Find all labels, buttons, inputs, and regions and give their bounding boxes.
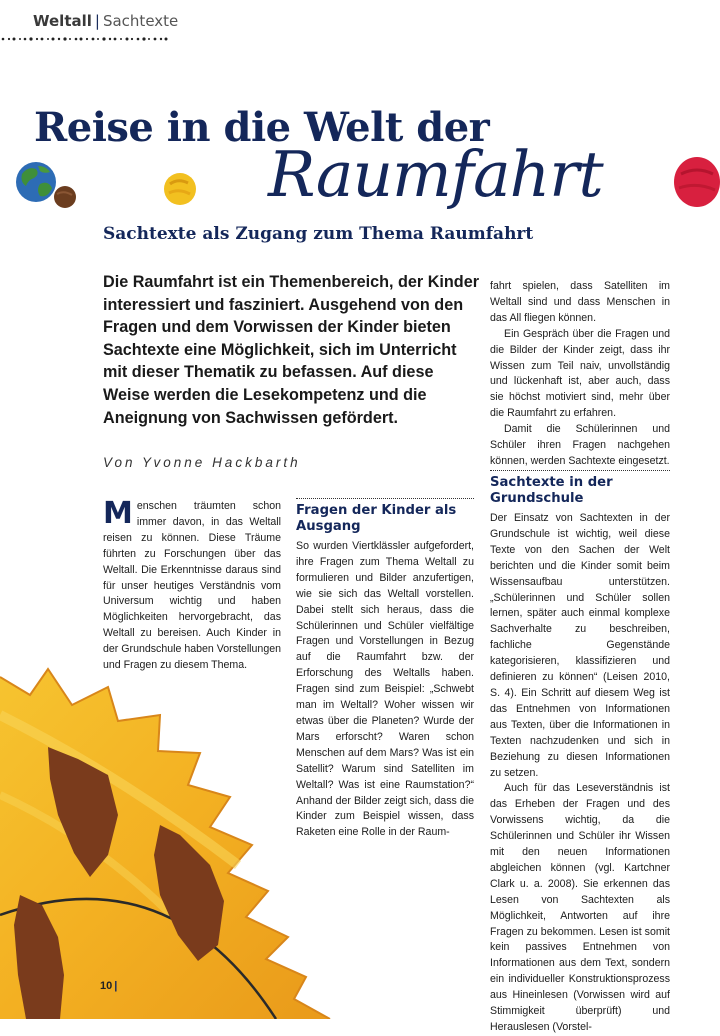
section-heading-fragen: Fragen der Kinder als Ausgang xyxy=(296,503,457,534)
paragraph-leseverstaendnis: Auch für das Leseverständnis ist das Erheben der Fragen und des Vorwissens wichtig, da die Schülerinnen und Schüler ihr Wissen mit den neuen Informationen abgleichen können (vgl. Kartchner Clark u. a. 2008). Sie erkennen das Lesen von Sachtexten als Möglichkeit, Antworten auf ihre Fragen zu bekommen. Lesen ist somit kein passives Entnehmen von Informationen aus dem Text, sondern ein individueller Konstruktionsprozess aus Hineinlesen (Vorwissen wird auf Stimmigkeit überprüft) und Herauslesen (Vorstel- xyxy=(490,782,670,1033)
red-planet-drawing xyxy=(671,154,720,210)
header-separator: | xyxy=(94,12,100,30)
page-number-bar: | xyxy=(114,980,118,992)
subsection-name: Sachtexte xyxy=(102,12,179,30)
column-3-bottom xyxy=(490,470,670,1036)
paragraph-continuation: fahrt spielen, dass Satelliten im Weltall sind und dass Menschen in das All fliegen können. xyxy=(490,280,670,324)
paragraph-einsatz: Der Einsatz von Sachtexten in der Grundschule ist wichtig, weil diese Texte von den Sachen der Welt berichten und die Kinder somit beim Wissensaufbau unterstützen. „Schülerinnen und Schüler sollen lernen, später auch einmal komplexe Sachverhalte zu beschreiben, fachliche Gegenstände kategorisieren, klassifizieren und definieren zu können“ (Leisen 2010, S. 4). Ein Schritt auf diesem Weg ist das Entnehmen von Informationen aus Texten, über die Informationen in Texten nachzudenken und sich in Beziehung zu diesen Informationen zu setzen. xyxy=(490,512,670,779)
intro-paragraph xyxy=(103,496,281,674)
paragraph-gespraech: Ein Gespräch über die Fragen und die Bilder der Kinder zeigt, dass ihr Wissen zum Teil naiv, unvollständig und lückenhaft ist, aber auch, dass sie höchst motiviert sind, mehr über die Raumfahrt zu erfahren. xyxy=(490,327,670,420)
page-number-value: 10 xyxy=(100,980,113,992)
section-divider xyxy=(490,470,670,471)
title-line-2: Raumfahrt xyxy=(268,138,603,211)
column-3-top xyxy=(490,279,670,470)
section-divider xyxy=(296,498,474,499)
author-byline: Von Yvonne Hackbarth xyxy=(103,455,301,470)
paragraph-damit: Damit die Schülerinnen und Schüler ihren Fragen nachgehen können, werden Sachtexte eingesetzt. xyxy=(490,423,670,467)
subtitle: Sachtexte als Zugang zum Thema Raumfahrt xyxy=(103,224,534,244)
sun-drawing xyxy=(0,655,345,1019)
page-number xyxy=(100,980,117,992)
section-name: Weltall xyxy=(33,12,92,30)
yellow-planet-drawing xyxy=(162,170,198,208)
brown-planet-drawing xyxy=(52,184,78,210)
lead-paragraph: Die Raumfahrt ist ein Themenbereich, der Kinder interessiert und fasziniert. Ausgehend von den Fragen und dem Vorwissen der Kinder bieten Sachtexte eine Möglichkeit, sich im Unterricht mit dieser Thematik zu befassen. Auf diese Weise werden die Lesekompetenz und die Aneignung von Sachwissen gefördert. xyxy=(103,273,479,427)
section-header xyxy=(33,12,178,30)
drop-cap: M xyxy=(103,496,133,531)
column-2 xyxy=(296,498,474,841)
intro-text: enschen träumten schon immer davon, in das Weltall reisen zu können. Diese Träume führten zu Forschungen über das Weltall. Die Erkenntnisse daraus sind für unser heutiges Verständnis vom Universum wichtig und haben Möglichkeiten hervorgebracht, das Weltall zu bereisen. Auch Kinder in der Grundschule haben Vorstellungen und Fragen zu diesem Thema. xyxy=(103,500,281,672)
paragraph-fragen: So wurden Viertklässler aufgefordert, ihre Fragen zum Thema Weltall zu formulieren und Bilder anzufertigen, wie sie sich das Weltall vorstellen. Dabei stellt sich heraus, dass die Schülerinnen und Schüler vielfältige Fragen und Vorstellungen in Bezug auf die Raumfahrt bzw. der Erforschung des Weltalls haben. Fragen sind zum Beispiel: „Schwebt man im Weltall? Woher wissen wir etwas über die Planeten? Wurde der Mars erforscht? Waren schon Menschen auf dem Mars? Was ist ein Satellit? Warum sind Satelliten im Weltall? Was ist eine Raumstation?“ Anhand der Bilder zeigt sich, dass die Kinder zum Beispiel wissen, dass Raketen eine Rolle in der Raum- xyxy=(296,540,474,839)
dotted-rule-decoration xyxy=(0,33,170,45)
title-line-1: Reise in die Welt der xyxy=(34,104,490,151)
column-1 xyxy=(103,496,281,674)
section-heading-grundschule: Sachtexte in der Grundschule xyxy=(490,475,613,506)
